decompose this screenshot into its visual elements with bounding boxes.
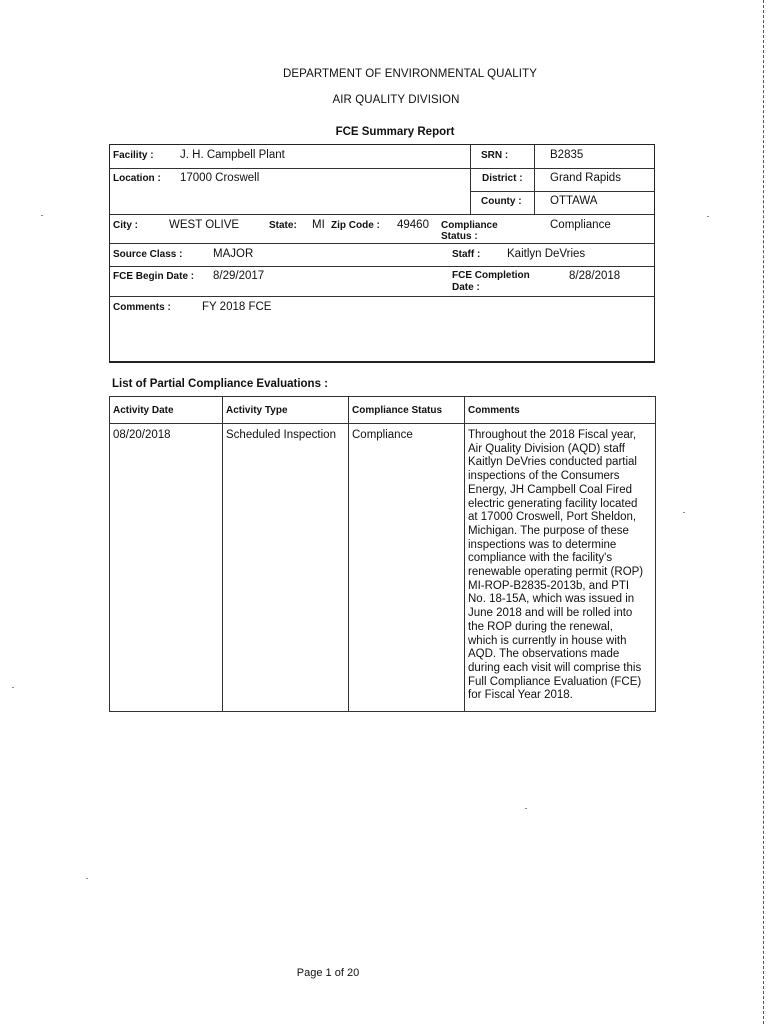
compliance-status-label: Compliance [441, 220, 498, 231]
fce-completion-date-value: 8/28/2018 [569, 270, 621, 282]
comment-line: at 17000 Croswell, Port Sheldon, [468, 511, 637, 524]
fce-summary-table [109, 144, 655, 363]
comment-line: Throughout the 2018 Fiscal year, [468, 429, 637, 441]
comment-line: AQD. The observations made [468, 648, 620, 661]
activity-type-cell: Scheduled Inspection [223, 424, 349, 712]
comment-line: Air Quality Division (AQD) staff [468, 442, 625, 455]
facility-label: Facility : [113, 150, 154, 161]
county-label: County : [481, 196, 522, 207]
comment-line: the ROP during the renewal, [468, 620, 613, 633]
row-divider [110, 168, 654, 169]
facility-value: J. H. Campbell Plant [180, 149, 285, 161]
city-value: WEST OLIVE [169, 219, 240, 231]
scan-speck [86, 878, 88, 879]
column-divider [534, 145, 535, 214]
srn-label: SRN : [481, 150, 509, 161]
state-label: State: [269, 220, 297, 231]
scan-speck [707, 216, 709, 217]
comment-line: No. 18-15A, which was issued in [468, 593, 635, 606]
district-value: Grand Rapids [550, 172, 621, 184]
compliance-status-cell: Compliance [349, 424, 465, 712]
column-divider [470, 145, 471, 214]
department-heading: DEPARTMENT OF ENVIRONMENTAL QUALITY [283, 68, 537, 80]
comments-cell [465, 424, 656, 712]
comment-line: June 2018 and will be rolled into [468, 607, 633, 620]
division-heading: AIR QUALITY DIVISION [332, 94, 460, 106]
comment-line: renewable operating permit (ROP) [468, 566, 644, 579]
zip-code-value: 49460 [397, 219, 429, 231]
staff-label: Staff : [452, 249, 481, 260]
scan-speck [683, 512, 685, 513]
fce-begin-date-label: FCE Begin Date : [113, 271, 195, 282]
scan-speck [525, 808, 527, 809]
row-divider [110, 243, 654, 244]
comment-line: Kaitlyn DeVries conducted partial [468, 456, 637, 469]
zip-code-label: Zip Code : [331, 220, 380, 231]
location-value: 17000 Croswell [180, 172, 260, 184]
row-divider [110, 296, 654, 297]
page-number: Page 1 of 20 [296, 967, 360, 979]
source-class-label: Source Class : [113, 249, 183, 260]
comment-line: Energy, JH Campbell Coal Fired [468, 483, 633, 496]
comment-line: compliance with the facility's [468, 552, 613, 565]
comment-line: Full Compliance Evaluation (FCE) [468, 675, 642, 688]
county-value: OTTAWA [550, 195, 598, 207]
report-title: FCE Summary Report [335, 126, 455, 138]
comment-line: during each visit will comprise this [468, 661, 642, 674]
fce-completion-date-label: FCE Completion [452, 270, 530, 281]
column-header-compliance-status: Compliance Status [349, 397, 465, 424]
comment-line: MI-ROP-B2835-2013b, and PTI [468, 579, 630, 592]
srn-value: B2835 [550, 149, 584, 161]
comment-line: inspections was to determine [468, 538, 617, 551]
table-row [110, 424, 656, 712]
comment-line: electric generating facility located [468, 497, 638, 510]
scan-speck [41, 215, 43, 216]
table-header-row [110, 397, 656, 424]
row-divider [110, 214, 654, 215]
comment-line: which is currently in house with [468, 634, 627, 647]
pce-list-title: List of Partial Compliance Evaluations : [112, 378, 328, 390]
compliance-status-label-2: Status : [441, 231, 478, 242]
fce-completion-date-label-2: Date : [452, 282, 480, 293]
column-header-comments: Comments [465, 397, 656, 424]
compliance-status-value: Compliance [550, 219, 611, 231]
scan-speck [12, 687, 14, 688]
page-edge [763, 0, 764, 1024]
state-value: MI [312, 219, 325, 231]
column-header-activity-type: Activity Type [223, 397, 349, 424]
location-label: Location : [113, 173, 161, 184]
comments-label: Comments : [113, 302, 171, 313]
district-label: District : [482, 173, 523, 184]
city-label: City : [113, 220, 138, 231]
comment-line: Michigan. The purpose of these [468, 524, 629, 537]
pce-table [109, 396, 656, 712]
row-divider [110, 266, 654, 267]
activity-date-cell: 08/20/2018 [110, 424, 223, 712]
comment-line: for Fiscal Year 2018. [468, 689, 573, 702]
comment-line: inspections of the Consumers [468, 470, 620, 483]
row-divider [470, 191, 654, 192]
comments-value: FY 2018 FCE [202, 301, 272, 313]
fce-begin-date-value: 8/29/2017 [213, 270, 265, 282]
staff-value: Kaitlyn DeVries [507, 248, 586, 260]
source-class-value: MAJOR [213, 248, 254, 260]
column-header-activity-date: Activity Date [110, 397, 223, 424]
